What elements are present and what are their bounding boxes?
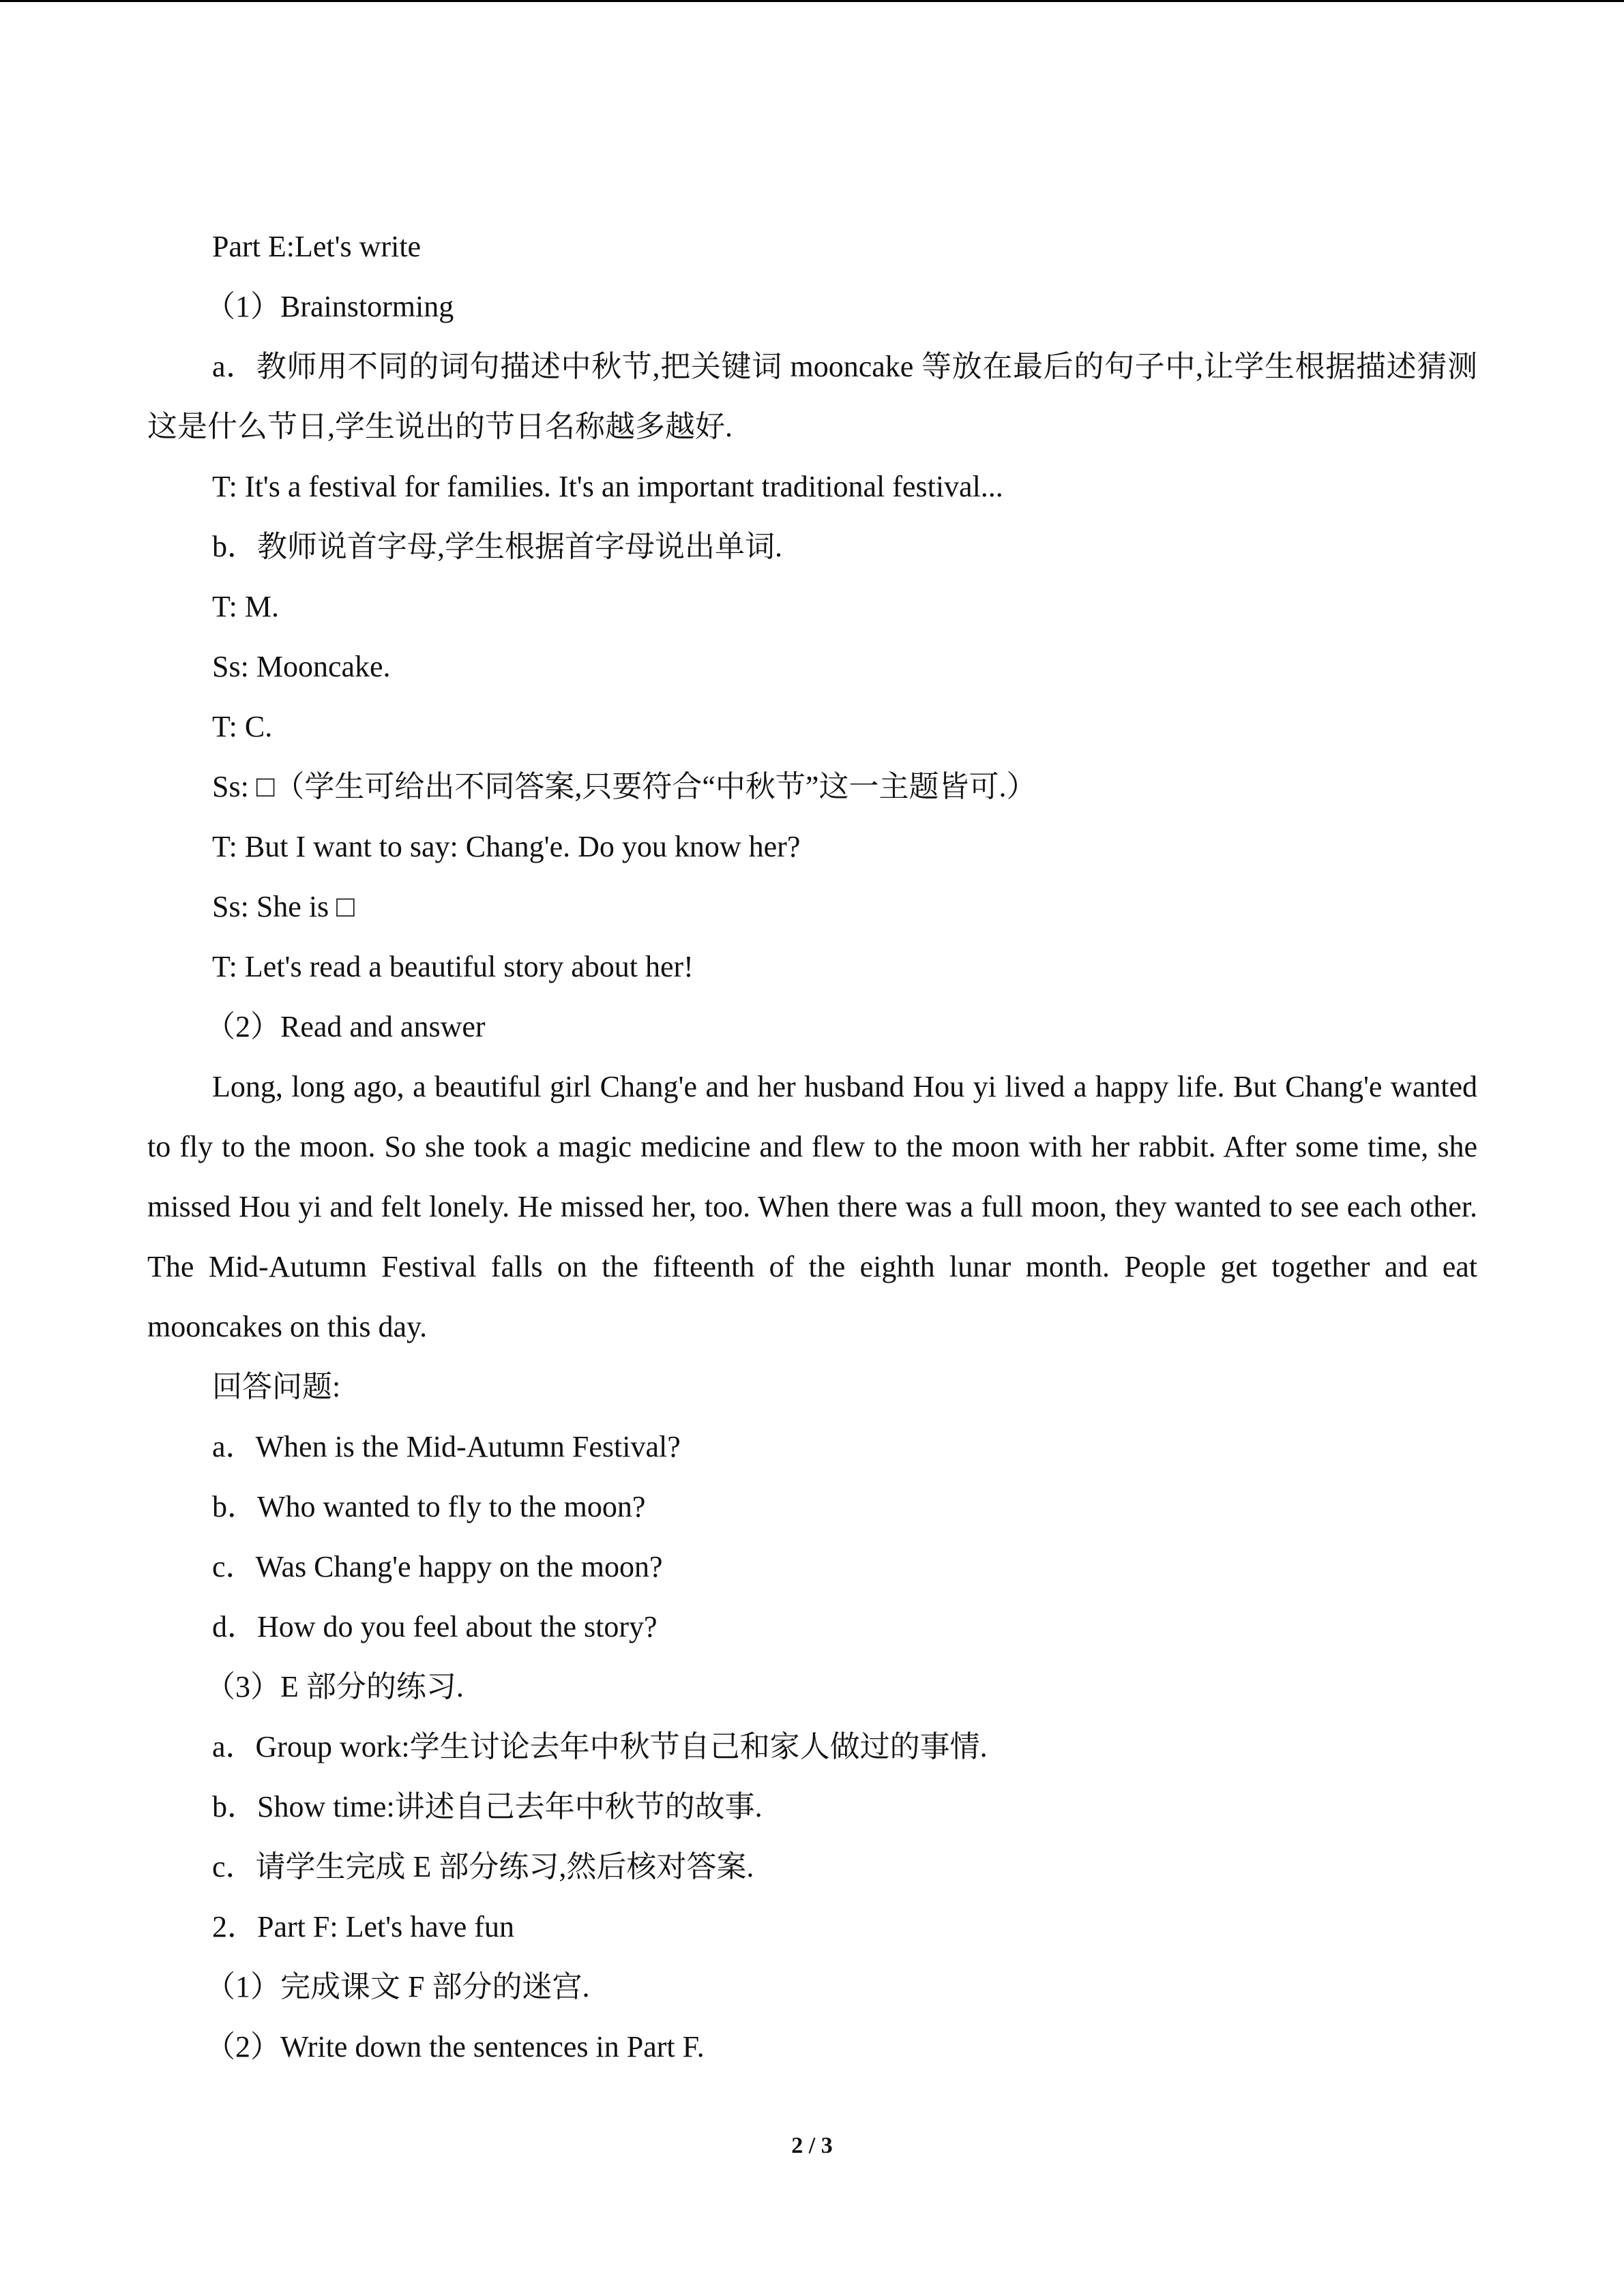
questions-heading: 回答问题:: [212, 1370, 341, 1403]
activity-item: b．Show time:讲述自己去年中秋节的故事.: [212, 1790, 763, 1823]
dialogue-line: T: It's a festival for families. It's an important traditional festival...: [212, 470, 1003, 503]
dialogue-line: Ss: She is □: [212, 890, 355, 923]
document-body: [147, 217, 1477, 2077]
story-paragraph: Long, long ago, a beautiful girl Chang'e and her husband Hou yi lived a happy life. But Chang'e wanted to fly to the moon. So she took a magic medicine and flew to the moon with her rabbit. After some time, she missed Hou yi and felt lonely. He missed her, too. When there was a full moon, they wanted to see each other. The Mid-Autumn Festival falls on the fifteenth of the eighth lunar month. People get together and eat mooncakes on this day.: [147, 1070, 1477, 1343]
dialogue-line: Ss: □（学生可给出不同答案,只要符合“中秋节”这一主题皆可.）: [212, 770, 1037, 803]
question-item: a．When is the Mid-Autumn Festival?: [212, 1430, 681, 1463]
dialogue-line: T: But I want to say: Chang'e. Do you know her?: [212, 830, 801, 863]
question-item: b．Who wanted to fly to the moon?: [212, 1490, 646, 1523]
activity-item: a．Group work:学生讨论去年中秋节自己和家人做过的事情.: [212, 1730, 988, 1763]
dialogue-line: T: Let's read a beautiful story about her!: [212, 950, 694, 983]
page-number: 2 / 3: [791, 2133, 833, 2158]
paragraph-step-b: b．教师说首字母,学生根据首字母说出单词.: [212, 530, 782, 563]
activity-item: （2）Write down the sentences in Part F.: [205, 2030, 705, 2063]
subheading-read-and-answer: （2）Read and answer: [205, 1010, 486, 1043]
dialogue-line: T: C.: [212, 710, 273, 743]
dialogue-line: Ss: Mooncake.: [212, 650, 391, 683]
subheading-brainstorming: （1）Brainstorming: [205, 290, 454, 323]
activity-item: c．请学生完成 E 部分练习,然后核对答案.: [212, 1850, 754, 1883]
question-item: d．How do you feel about the story?: [212, 1610, 658, 1643]
activity-item: （1）完成课文 F 部分的迷宫.: [205, 1970, 590, 2003]
top-border-rule: [0, 0, 1624, 2]
section-heading-part-f: 2．Part F: Let's have fun: [212, 1910, 514, 1943]
subheading-part-e-practice: （3）E 部分的练习.: [205, 1670, 464, 1703]
question-item: c．Was Chang'e happy on the moon?: [212, 1550, 663, 1583]
section-heading-part-e: Part E:Let's write: [212, 230, 422, 263]
dialogue-line: T: M.: [212, 590, 280, 623]
paragraph-step-a: a．教师用不同的词句描述中秋节,把关键词 mooncake 等放在最后的句子中,让学生根据描述猜测这是什么节日,学生说出的节日名称越多越好.: [147, 350, 1477, 443]
